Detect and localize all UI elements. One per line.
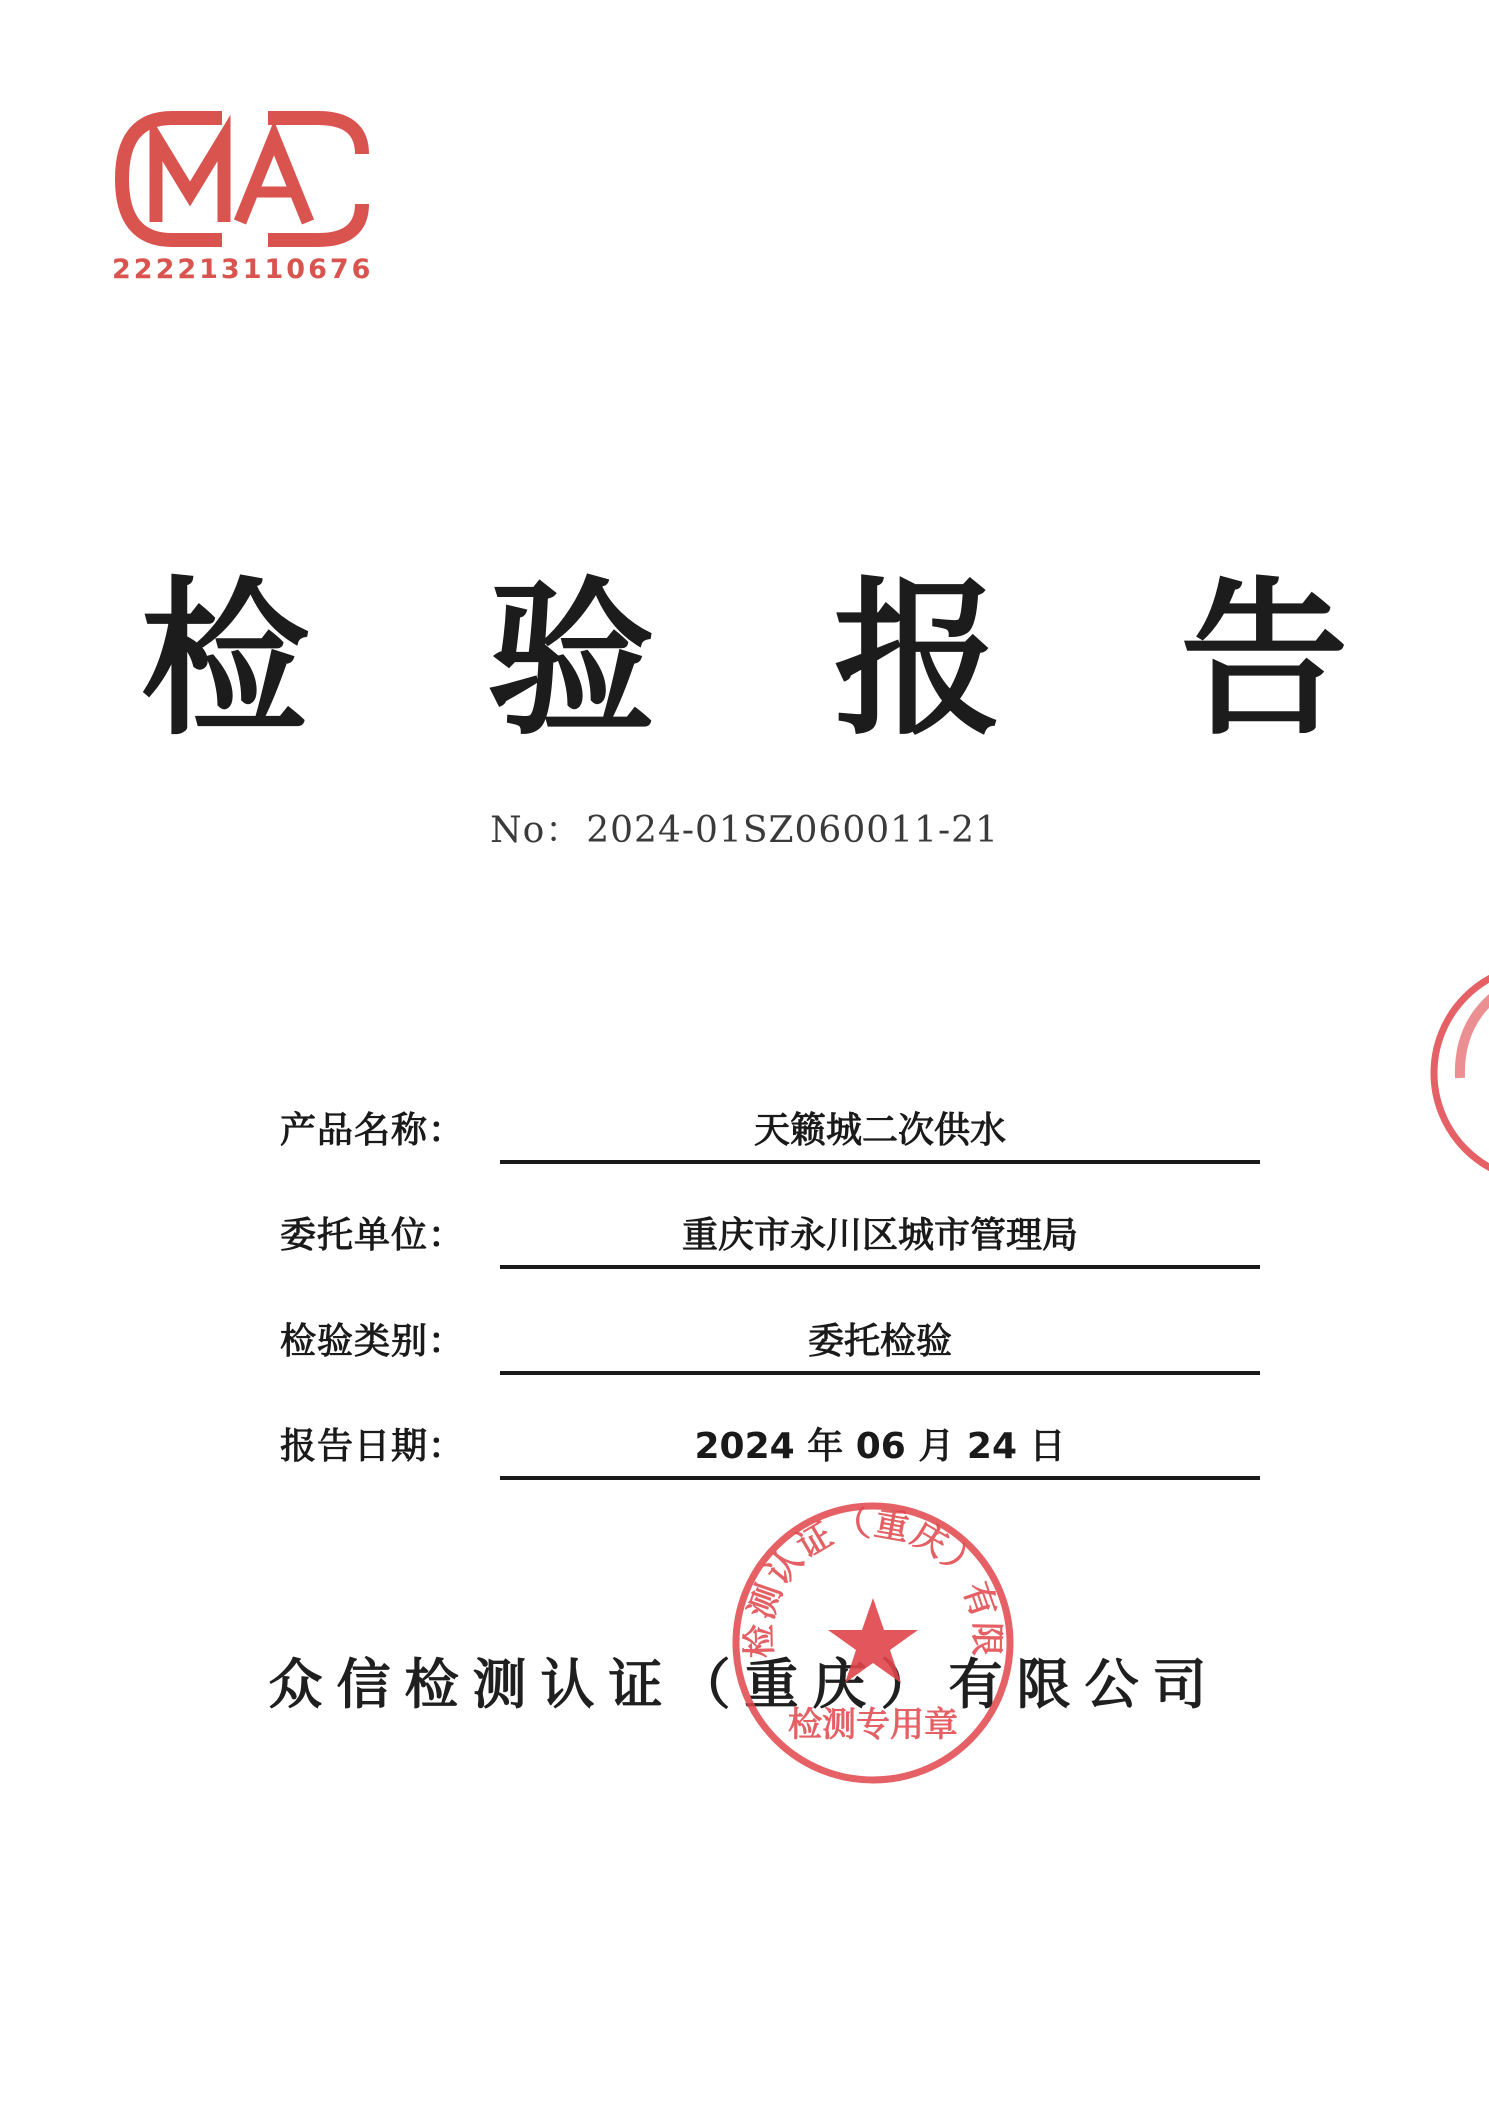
field-value: 委托检验 [807,1321,952,1362]
cma-mark [112,104,378,294]
field-label: 产品名称： [280,1110,466,1151]
cma-code: 222213110676 [112,254,374,285]
seal-icon [728,1498,1018,1788]
field-underline [500,1476,1260,1480]
field-label: 报告日期： [280,1426,466,1467]
svg-text:众信检测认证（重庆）有限公司: 检测认证（重庆）有限 [739,1503,1007,1659]
report-number-label: No： [490,810,583,851]
report-number-value: 2024-01SZ060011-21 [586,810,999,851]
field-client [280,1207,1260,1287]
field-report-date [280,1418,1260,1498]
field-value: 重庆市永川区城市管理局 [681,1215,1078,1256]
field-product-name [280,1102,1260,1182]
field-value: 2024 年 06 月 24 日 [694,1426,1066,1467]
cma-logo-icon [112,104,378,254]
field-underline [500,1265,1260,1269]
field-underline [500,1160,1260,1164]
field-underline [500,1371,1260,1375]
field-label: 检验类别： [280,1321,466,1362]
field-inspection-type [280,1313,1260,1393]
field-value: 天籁城二次供水 [753,1110,1006,1151]
company-name: 众信检测认证（重庆）有限公司 [268,1653,1221,1716]
official-seal [728,1498,1018,1788]
edge-seal-fragment [1422,958,1489,1188]
page-title: 检 验 报 告 [140,560,1409,758]
field-label: 委托单位： [280,1215,466,1256]
svg-text:检测专用章: 检测专用章 [788,1705,958,1745]
report-number [0,802,1489,853]
seal-fragment-icon [1422,958,1489,1188]
